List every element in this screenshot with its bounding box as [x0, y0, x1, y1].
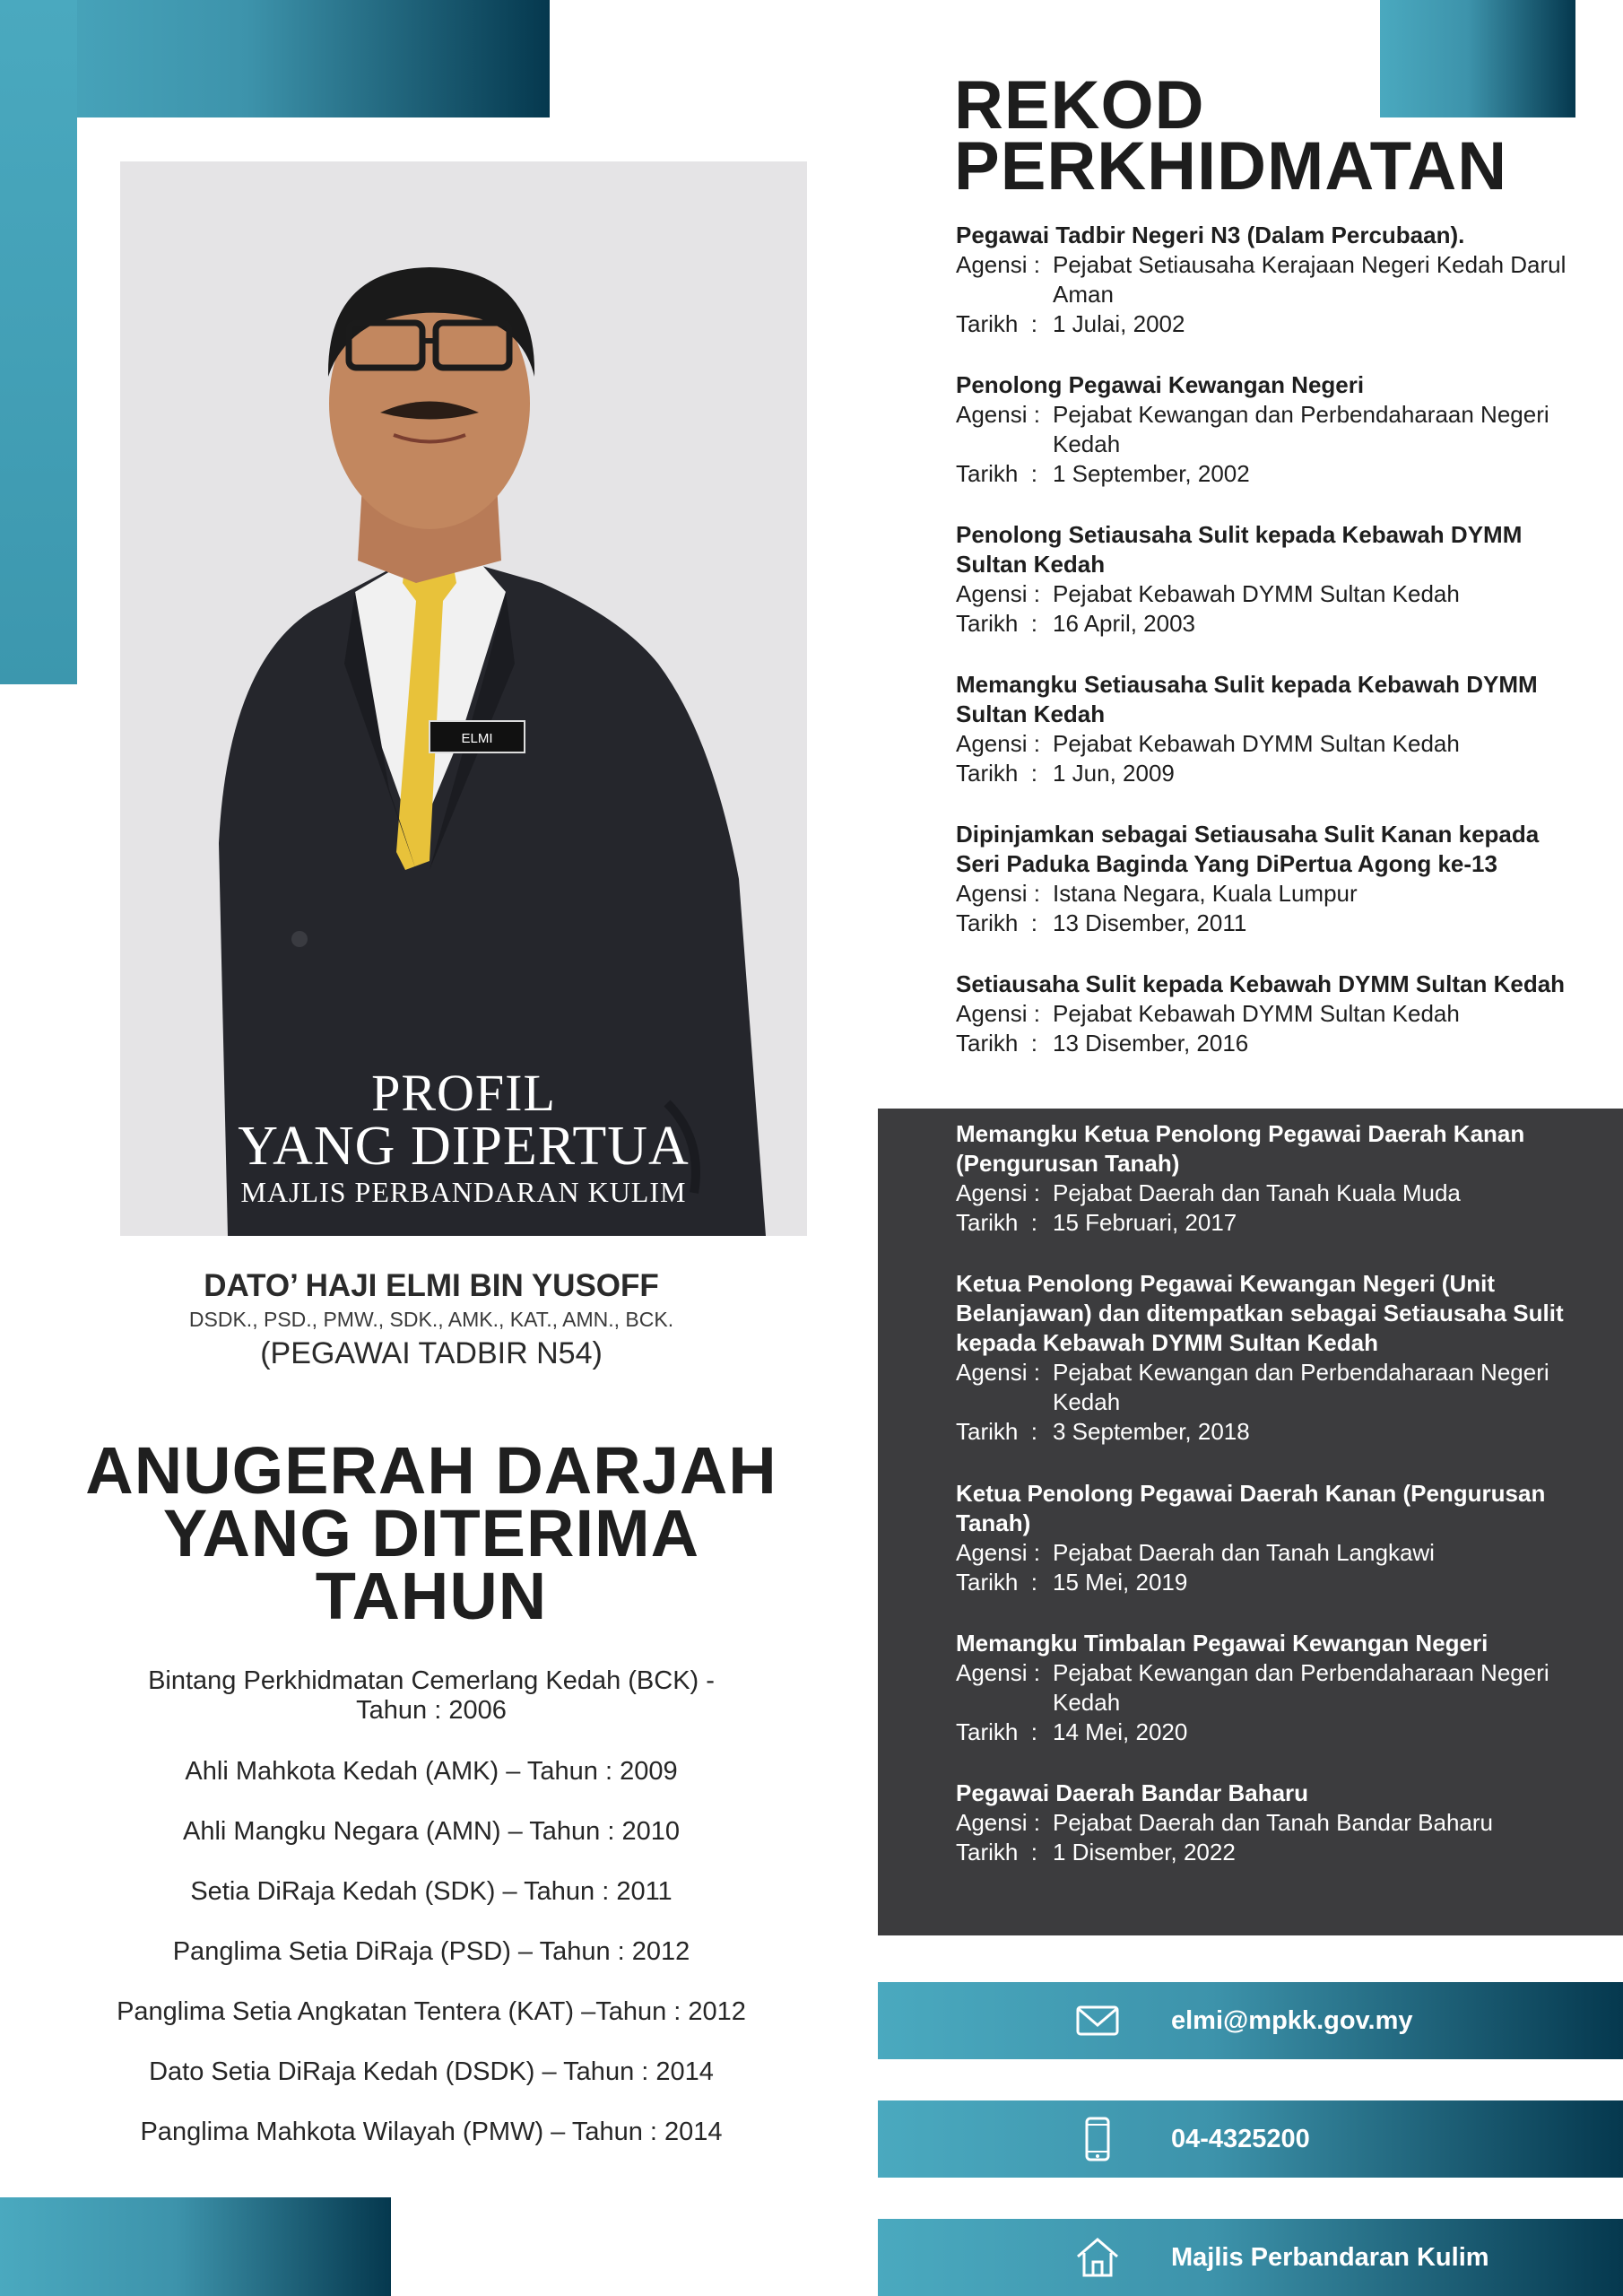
service-entry [956, 370, 1584, 489]
agency-label: Agensi : [956, 580, 1040, 607]
service-entry-date: 15 Februari, 2017 [1053, 1209, 1237, 1236]
service-entry-title: Dipinjamkan sebagai Setiausaha Sulit Kanan kepada Seri Paduka Baginda Yang DiPertua Agong ke-13 [956, 821, 1540, 877]
date-label: Tarikh : [956, 760, 1038, 787]
award-item: Panglima Mahkota Wilayah (PMW) – Tahun : 2014 [140, 2118, 723, 2146]
agency-label: Agensi : [956, 401, 1040, 428]
award-item: Ahli Mahkota Kedah (AMK) – Tahun : 2009 [185, 1757, 678, 1786]
agency-label: Agensi : [956, 880, 1040, 907]
service-entry-date: 3 September, 2018 [1053, 1418, 1250, 1445]
date-label: Tarikh : [956, 909, 1038, 936]
agency-label: Agensi : [956, 1809, 1040, 1836]
awards-heading-line2: YANG DITERIMA [162, 1496, 700, 1570]
service-entry-date: 15 Mei, 2019 [1053, 1569, 1188, 1596]
date-label: Tarikh : [956, 310, 1038, 337]
contact-email[interactable]: elmi@mpkk.gov.my [1171, 2006, 1413, 2035]
service-entry-agency: Pejabat Kebawah DYMM Sultan Kedah [1053, 580, 1460, 607]
service-entry [956, 1269, 1584, 1447]
service-entry-date: 13 Disember, 2016 [1053, 1030, 1249, 1057]
award-item-line2: Tahun : 2006 [356, 1696, 507, 1725]
person-name: DATO’ HAJI ELMI BIN YUSOFF [204, 1268, 659, 1303]
decorative-left-strip [0, 0, 77, 684]
service-entry-title: Pegawai Daerah Bandar Baharu [956, 1779, 1309, 1806]
agency-label: Agensi : [956, 1179, 1040, 1206]
service-entry [956, 1119, 1584, 1238]
service-entry-agency: Pejabat Setiausaha Kerajaan Negeri Kedah Darul Aman [1053, 251, 1567, 308]
person-titles: DSDK., PSD., PMW., SDK., AMK., KAT., AMN., BCK. [188, 1308, 674, 1331]
award-item: Panglima Setia DiRaja (PSD) – Tahun : 2012 [172, 1937, 690, 1966]
service-entry-agency: Pejabat Daerah dan Tanah Bandar Baharu [1053, 1809, 1494, 1836]
service-entry-title: Pegawai Tadbir Negeri N3 (Dalam Percubaan). [956, 222, 1465, 248]
award-item: Panglima Setia Angkatan Tentera (KAT) –Tahun : 2012 [117, 1997, 746, 2026]
home-icon [1075, 2235, 1120, 2280]
person-grade: (PEGAWAI TADBIR N54) [260, 1336, 603, 1370]
photo-title-line1: PROFIL [371, 1064, 556, 1122]
service-entry-title: Ketua Penolong Pegawai Kewangan Negeri (Unit Belanjawan) dan ditempatkan sebagai Setiausaha Sulit kepada Kebawah DYMM Sultan Kedah [956, 1270, 1564, 1356]
service-entry [956, 1629, 1584, 1747]
service-heading-line2: PERKHIDMATAN [954, 128, 1508, 204]
service-entry-date: 16 April, 2003 [1053, 610, 1196, 637]
awards-heading-line3: TAHUN [315, 1559, 548, 1633]
service-entry-date: 1 Disember, 2022 [1053, 1839, 1236, 1866]
service-entry-title: Memangku Timbalan Pegawai Kewangan Negeri [956, 1630, 1488, 1657]
service-entry-date: 14 Mei, 2020 [1053, 1718, 1188, 1745]
date-label: Tarikh : [956, 1569, 1038, 1596]
service-entry-agency: Pejabat Kewangan dan Perbendaharaan Negeri Kedah [1053, 401, 1549, 457]
agency-label: Agensi : [956, 1659, 1040, 1686]
agency-label: Agensi : [956, 1539, 1040, 1566]
service-entry [956, 1479, 1584, 1597]
contact-phone[interactable]: 04-4325200 [1171, 2125, 1310, 2153]
award-item [54, 1666, 809, 1726]
photo-title-line3: MAJLIS PERBANDARAN KULIM [240, 1176, 687, 1208]
service-entry-agency: Istana Negara, Kuala Lumpur [1053, 880, 1358, 907]
service-entry-agency: Pejabat Kewangan dan Perbendaharaan Negeri Kedah [1053, 1359, 1549, 1415]
service-entry-agency: Pejabat Kebawah DYMM Sultan Kedah [1053, 730, 1460, 757]
service-entry-date: 1 Jun, 2009 [1053, 760, 1175, 787]
service-entry-title: Memangku Ketua Penolong Pegawai Daerah Kanan (Pengurusan Tanah) [956, 1120, 1525, 1177]
portrait-photo [120, 161, 807, 1236]
photo-title-line2: YANG DIPERTUA [238, 1116, 690, 1177]
agency-label: Agensi : [956, 251, 1040, 278]
date-label: Tarikh : [956, 460, 1038, 487]
service-entry [956, 520, 1584, 639]
service-entry-date: 1 Julai, 2002 [1053, 310, 1185, 337]
date-label: Tarikh : [956, 1718, 1038, 1745]
agency-label: Agensi : [956, 1359, 1040, 1386]
envelope-icon [1075, 1998, 1120, 2043]
award-item: Ahli Mangku Negara (AMN) – Tahun : 2010 [183, 1817, 680, 1846]
contact-office[interactable]: Majlis Perbandaran Kulim [1171, 2243, 1489, 2272]
contact-email-bar[interactable] [878, 1982, 1623, 2059]
service-entry [956, 221, 1584, 339]
award-item-line1: Bintang Perkhidmatan Cemerlang Kedah (BCK) - [148, 1666, 715, 1695]
service-entry-title: Penolong Pegawai Kewangan Negeri [956, 371, 1365, 398]
service-entry [956, 670, 1584, 788]
date-label: Tarikh : [956, 1839, 1038, 1866]
service-entry [956, 970, 1584, 1058]
contact-office-bar[interactable] [878, 2219, 1623, 2296]
award-item: Setia DiRaja Kedah (SDK) – Tahun : 2011 [190, 1877, 673, 1906]
decorative-bottom-left-bar [0, 2197, 391, 2296]
service-entry-agency: Pejabat Daerah dan Tanah Langkawi [1053, 1539, 1435, 1566]
date-label: Tarikh : [956, 1030, 1038, 1057]
agency-label: Agensi : [956, 730, 1040, 757]
award-item: Dato Setia DiRaja Kedah (DSDK) – Tahun : 2014 [149, 2057, 714, 2086]
name-badge-text: ELMI [461, 731, 493, 746]
service-entry-agency: Pejabat Kewangan dan Perbendaharaan Negeri Kedah [1053, 1659, 1549, 1716]
service-entry-agency: Pejabat Daerah dan Tanah Kuala Muda [1053, 1179, 1461, 1206]
service-entry-agency: Pejabat Kebawah DYMM Sultan Kedah [1053, 1000, 1460, 1027]
service-entry-title: Penolong Setiausaha Sulit kepada Kebawah DYMM Sultan Kedah [956, 521, 1523, 578]
date-label: Tarikh : [956, 610, 1038, 637]
service-entry-title: Ketua Penolong Pegawai Daerah Kanan (Pengurusan Tanah) [956, 1480, 1546, 1536]
agency-label: Agensi : [956, 1000, 1040, 1027]
service-heading-line1: REKOD [954, 67, 1205, 144]
service-entry-title: Memangku Setiausaha Sulit kepada Kebawah DYMM Sultan Kedah [956, 671, 1538, 727]
phone-icon [1075, 2117, 1120, 2161]
service-entry-date: 1 September, 2002 [1053, 460, 1250, 487]
service-entry-title: Setiausaha Sulit kepada Kebawah DYMM Sultan Kedah [956, 970, 1566, 997]
date-label: Tarikh : [956, 1418, 1038, 1445]
decorative-top-right-block [1380, 0, 1575, 117]
service-entry [956, 820, 1584, 938]
service-entry-date: 13 Disember, 2011 [1053, 909, 1247, 936]
service-entry [956, 1779, 1584, 1867]
awards-heading-line1: ANUGERAH DARJAH [85, 1433, 777, 1508]
contact-phone-bar[interactable] [878, 2100, 1623, 2178]
date-label: Tarikh : [956, 1209, 1038, 1236]
decorative-top-left-bar [0, 0, 550, 117]
